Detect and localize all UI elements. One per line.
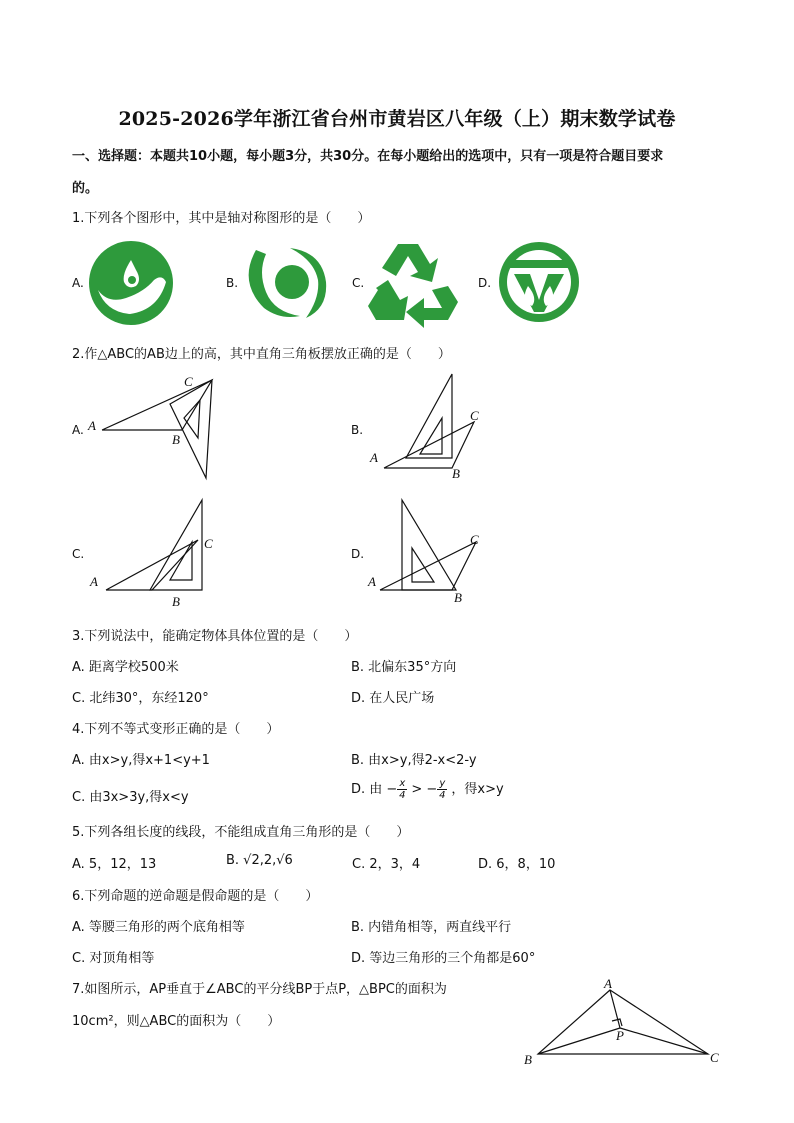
q2-figure-b xyxy=(366,372,496,484)
q6-option-d: D. 等边三角形的三个角都是60° xyxy=(351,951,536,966)
q2a-point-b: B xyxy=(172,432,180,447)
q2a-point-c: C xyxy=(184,374,193,389)
q2-figure-c xyxy=(86,496,226,608)
q7-figure xyxy=(520,974,730,1074)
q4-option-b: B. 由x>y,得2-x<2-y xyxy=(351,753,477,768)
question-7-stem-line2: 10cm²，则△ABC的面积为（ ） xyxy=(72,1014,281,1029)
question-6-stem: 6.下列命题的逆命题是假命题的是（ ） xyxy=(72,889,319,904)
q1-option-a-label: A. xyxy=(72,276,84,290)
q1-logo-c-image xyxy=(368,236,460,328)
q6-option-b: B. 内错角相等，两直线平行 xyxy=(351,920,512,935)
q4-option-a: A. 由x>y,得x+1<y+1 xyxy=(72,753,210,768)
q2c-point-b: B xyxy=(172,594,180,609)
q2-option-c-label: C. xyxy=(72,547,85,561)
q7-point-p: P xyxy=(616,1028,624,1043)
question-2-stem: 2.作△ABC的AB边上的高，其中直角三角板摆放正确的是（ ） xyxy=(72,347,451,362)
section-header-line2: 的。 xyxy=(72,181,99,196)
q5-option-c: C. 2，3，4 xyxy=(352,857,421,872)
q2-option-d-label: D. xyxy=(351,547,365,561)
q2b-point-b: B xyxy=(452,466,460,481)
q4-option-c: C. 由3x>3y,得x<y xyxy=(72,790,189,805)
q2c-point-a: A xyxy=(90,574,98,589)
question-7-stem-line1: 7.如图所示，AP垂直于∠ABC的平分线BP于点P，△BPC的面积为 xyxy=(72,982,447,997)
q1-logo-b-image xyxy=(244,242,330,322)
section-header-line1: 一、选择题：本题共10小题，每小题3分，共30分。在每小题给出的选项中，只有一项是符合题目要求 xyxy=(72,149,664,164)
q3-option-b: B. 北偏东35°方向 xyxy=(351,660,457,675)
q1-option-b-label: B. xyxy=(226,276,239,290)
q1-option-d-label: D. xyxy=(478,276,492,290)
q2b-point-a: A xyxy=(370,450,378,465)
q2c-point-c: C xyxy=(204,536,213,551)
q7-point-b: B xyxy=(524,1052,532,1067)
q2a-point-a: A xyxy=(88,418,96,433)
q4d-suffix: ，得x>y xyxy=(451,782,504,797)
q4-option-d: D. 由 − $\frac{x}{4}$ > − $\frac{y}{4}$ ，得x>y xyxy=(351,778,504,801)
q3-option-c: C. 北纬30°，东经120° xyxy=(72,691,209,706)
q1-logo-a-image xyxy=(88,240,174,326)
q5-option-b: B. √2,2,√6 xyxy=(226,853,293,868)
q2b-point-c: C xyxy=(470,408,479,423)
q4d-prefix: D. 由 xyxy=(351,782,383,797)
question-4-stem: 4.下列不等式变形正确的是（ ） xyxy=(72,722,280,737)
q6-option-c: C. 对顶角相等 xyxy=(72,951,155,966)
q2-option-b-label: B. xyxy=(351,423,364,437)
q2-figure-a xyxy=(86,372,226,482)
q2d-point-c: C xyxy=(470,532,479,547)
q1-logo-d-image xyxy=(498,240,580,324)
q3-option-d: D. 在人民广场 xyxy=(351,691,435,706)
q2-option-a-label: A. xyxy=(72,423,84,437)
question-5-stem: 5.下列各组长度的线段，不能组成直角三角形的是（ ） xyxy=(72,825,410,840)
q5-option-a: A. 5，12，13 xyxy=(72,857,157,872)
question-1-stem: 1.下列各个图形中，其中是轴对称图形的是（ ） xyxy=(72,211,371,226)
q4d-fraction-2: $\frac{y}{4}$ xyxy=(439,778,446,801)
q6-option-a: A. 等腰三角形的两个底角相等 xyxy=(72,920,245,935)
q7-point-c: C xyxy=(710,1050,719,1065)
q2d-point-b: B xyxy=(454,590,462,605)
q3-option-a: A. 距离学校500米 xyxy=(72,660,179,675)
q2d-point-a: A xyxy=(368,574,376,589)
q1-option-c-label: C. xyxy=(352,276,365,290)
q7-point-a: A xyxy=(604,976,612,991)
question-3-stem: 3.下列说法中，能确定物体具体位置的是（ ） xyxy=(72,629,358,644)
q5-option-d: D. 6，8，10 xyxy=(478,857,556,872)
page-title: 2025-2026学年浙江省台州市黄岩区八年级（上）期末数学试卷 xyxy=(118,108,676,130)
q2-figure-d xyxy=(366,496,496,608)
q4d-fraction-1: $\frac{x}{4}$ xyxy=(399,778,406,801)
